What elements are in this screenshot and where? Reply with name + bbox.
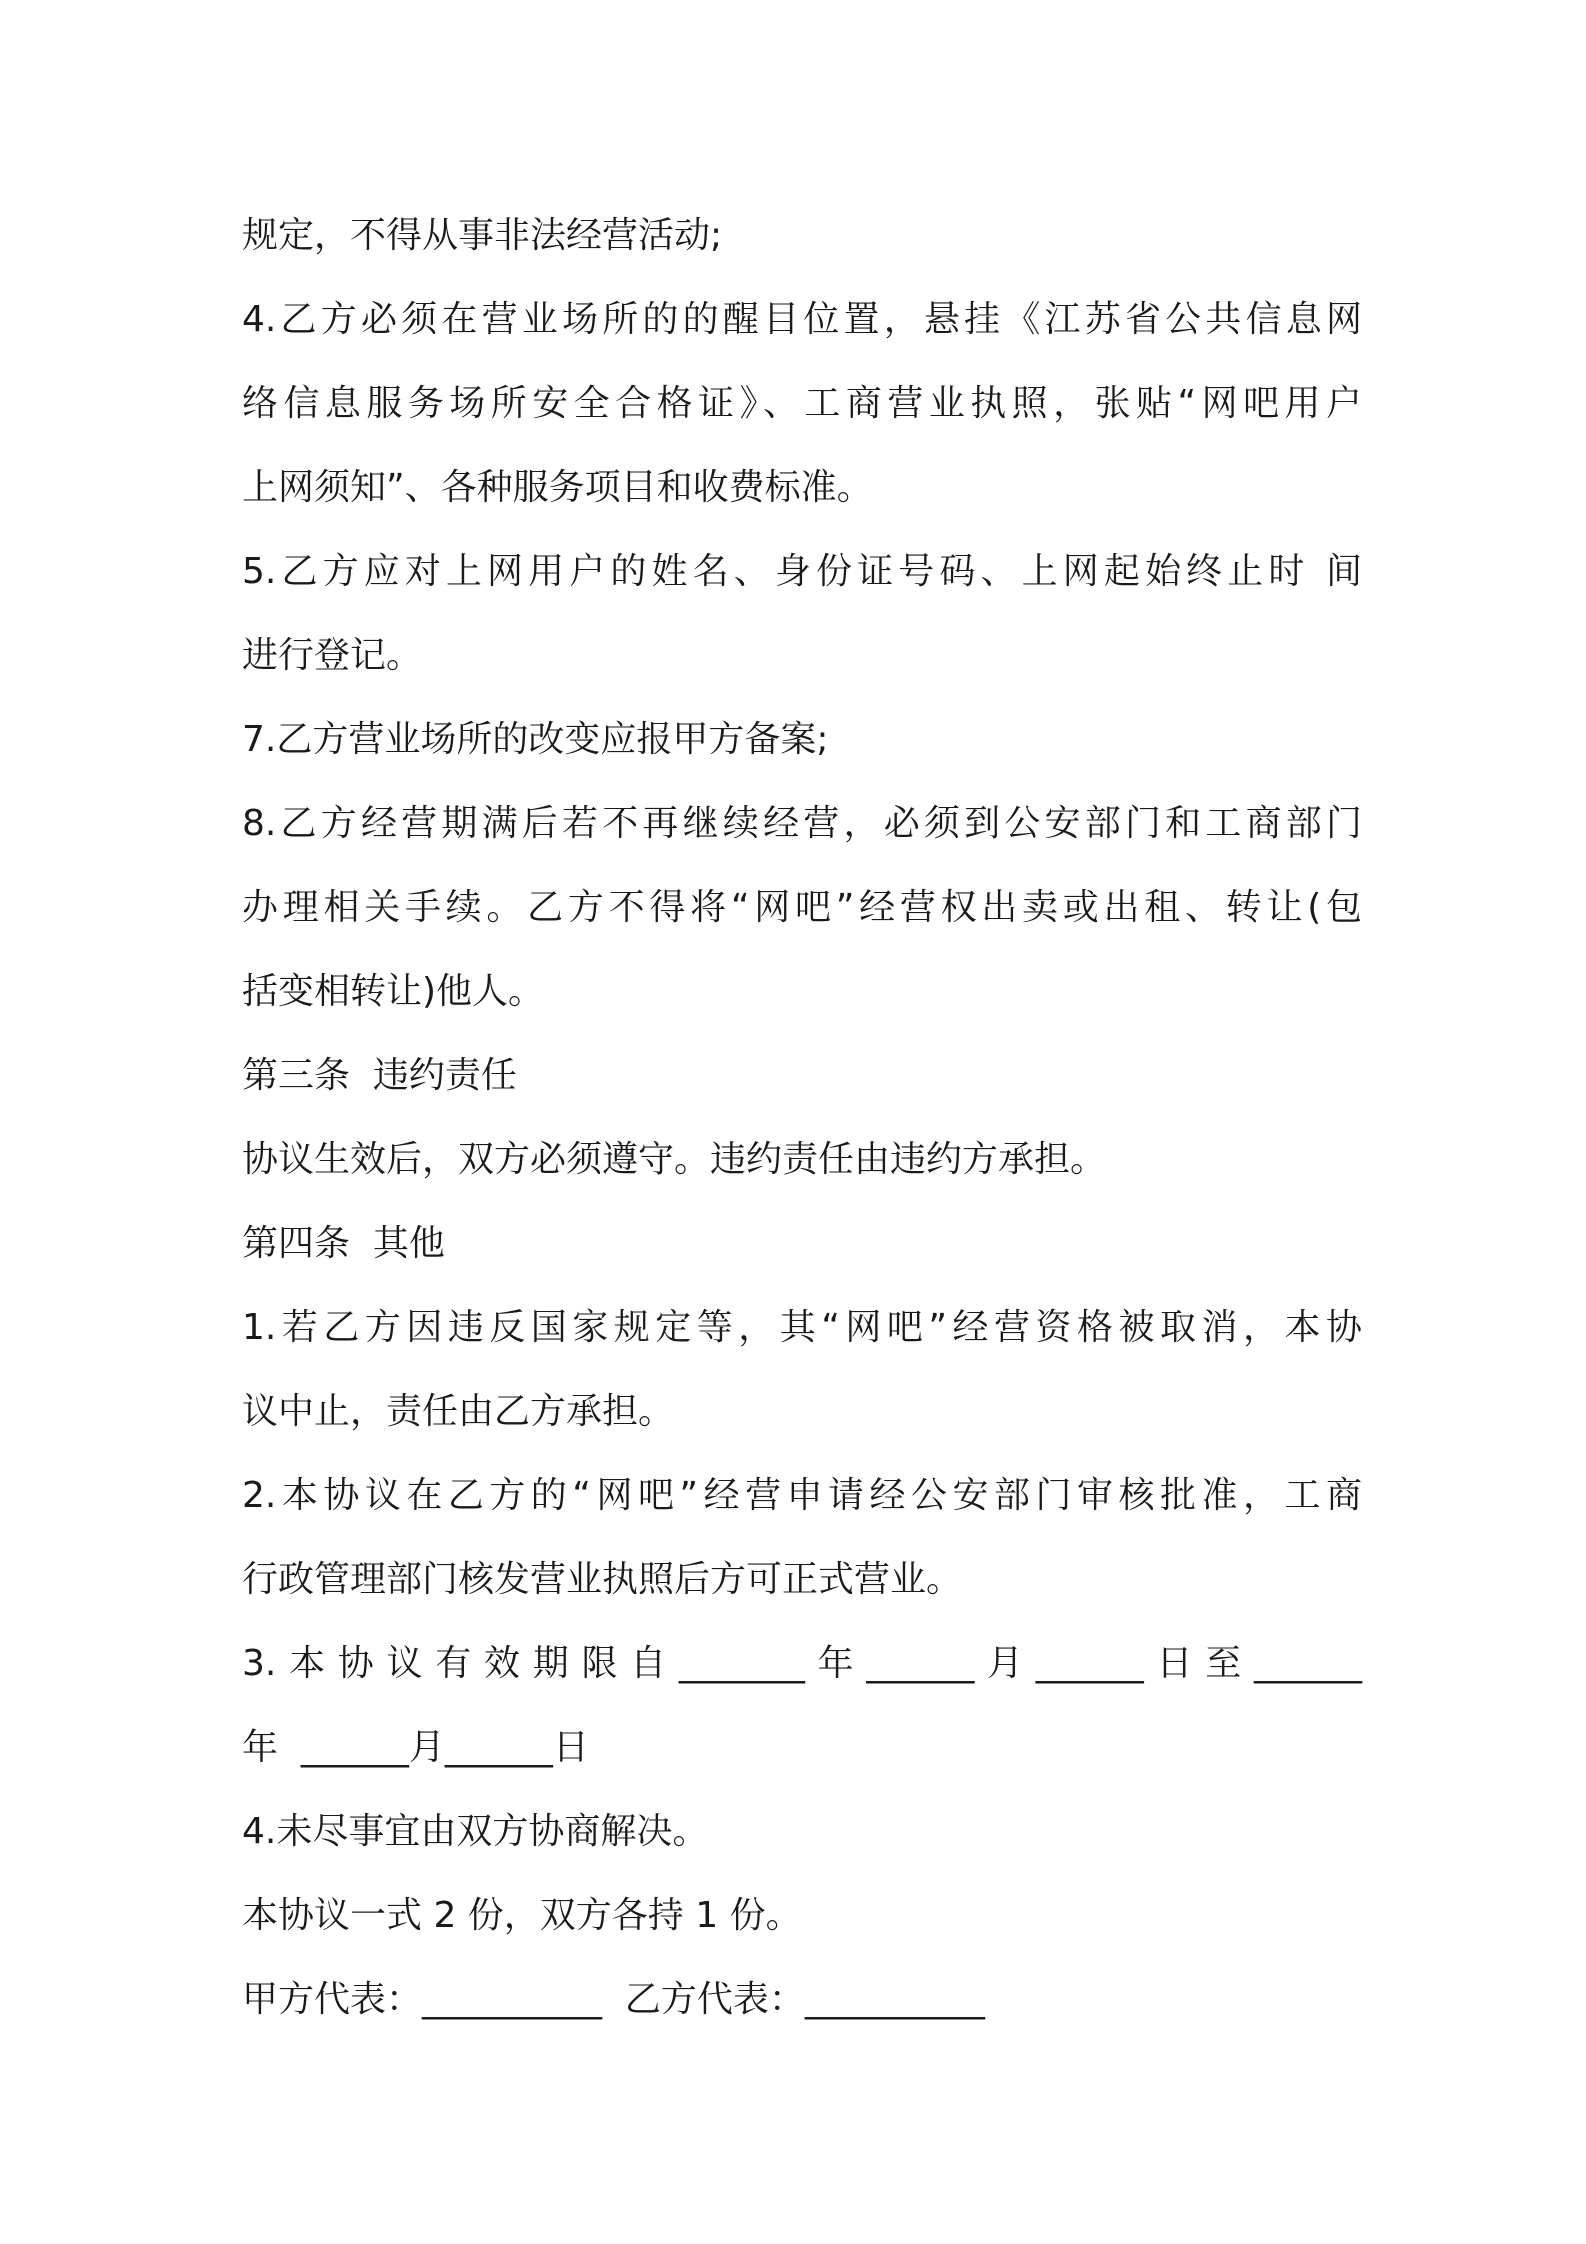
section-4-item-4: 4.未尽事宜由双方协商解决。 (242, 1811, 709, 1852)
section-3-heading: 第三条 违约责任 (242, 1055, 517, 1096)
section-4-item-3-line-2: 年 ______月______日 (242, 1727, 589, 1768)
clause-4-line-2: 络信息服务场所安全合格证》、工商营业执照，张贴“网吧用户 (242, 383, 1362, 424)
section-3-text: 协议生效后，双方必须遵守。违约责任由违约方承担。 (242, 1139, 1107, 1180)
section-4-item-3-line-1: 3.本协议有效期限自_______年______月______日至______ (242, 1643, 1362, 1684)
section-4-item-1-line-2: 议中止，责任由乙方承担。 (242, 1391, 675, 1432)
section-4-heading: 第四条 其他 (242, 1223, 445, 1264)
clause-5-line-1: 5.乙方应对上网用户的姓名、身份证号码、上网起始终止时 间 (242, 551, 1362, 592)
clause-8-line-1: 8.乙方经营期满后若不再继续经营，必须到公安部门和工商部门 (242, 803, 1362, 844)
agreement-body (242, 194, 1362, 2042)
clause-7-line: 7.乙方营业场所的改变应报甲方备案; (242, 719, 829, 760)
section-4-item-2-line-1: 2.本协议在乙方的“网吧”经营申请经公安部门审核批准，工商 (242, 1475, 1362, 1516)
clause-4-line-3: 上网须知”、各种服务项目和收费标准。 (242, 467, 873, 508)
clause-4-line-1: 4.乙方必须在营业场所的的醒目位置，悬挂《江苏省公共信息网 (242, 299, 1362, 340)
section-4-item-2-line-2: 行政管理部门核发营业执照后方可正式营业。 (242, 1559, 963, 1600)
clause-8-line-3: 括变相转让)他人。 (242, 971, 545, 1012)
signature-line: 甲方代表：__________ 乙方代表：__________ (242, 1979, 985, 2020)
clause-8-line-2: 办理相关手续。乙方不得将“网吧”经营权出卖或出租、转让(包 (242, 887, 1362, 928)
clause-5-line-2: 进行登记。 (242, 635, 423, 676)
text-line-rules: 规定，不得从事非法经营活动; (242, 215, 723, 256)
section-4-item-1-line-1: 1.若乙方因违反国家规定等，其“网吧”经营资格被取消，本协 (242, 1307, 1362, 1348)
copies-statement: 本协议一式 2 份，双方各持 1 份。 (242, 1895, 802, 1936)
